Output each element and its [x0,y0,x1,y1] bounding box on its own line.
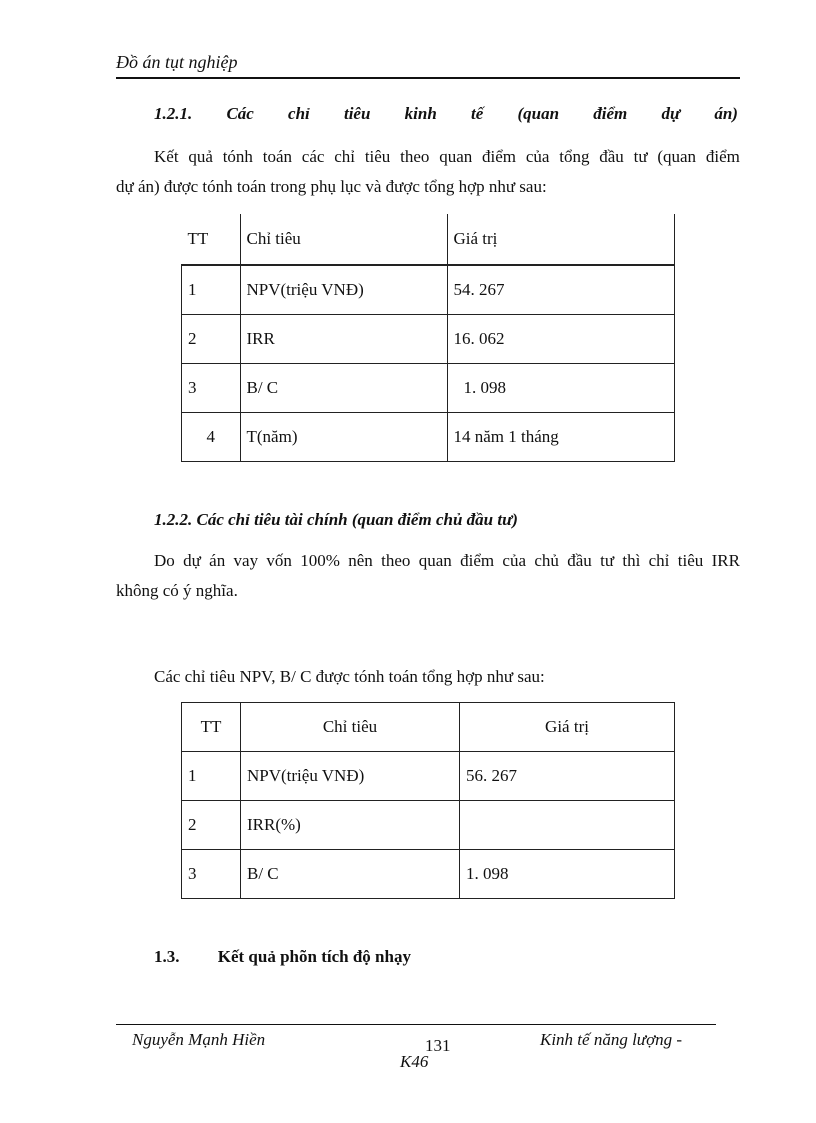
heading-word: tế [470,104,484,123]
page-number: 131 [425,1036,451,1055]
table-row: 1 NPV(triệu VNĐ) 54. 267 [182,265,675,315]
section-heading-1-2-1 [154,104,738,124]
footer-author: Nguyễn Mạnh Hiền [132,1030,266,1049]
table-row: 2 IRR 16. 062 [182,315,675,364]
footer-divider [116,1024,716,1025]
heading-word: Các [226,104,254,123]
paragraph-line: không có ý nghĩa. [116,581,238,600]
section-heading-1-3 [154,947,411,967]
header-divider [116,77,740,79]
column-header-tt: TT [182,703,241,752]
heading-word: dự [661,104,681,123]
table-header-row [182,214,675,265]
column-header-value: Giá trị [447,214,675,265]
heading-word: kinh [404,104,437,123]
paragraph-line: dự án) được tónh toán trong phụ lục và được tổng hợp như sau: [116,177,547,196]
table-row: 3 B/ C 1. 098 [182,850,675,899]
paragraph-economic-results: Kết quả tónh toán các chỉ tiêu theo quan điểm của tổng đầu tư (quan điểm dự án) được tónh toán trong phụ lục và được tổng hợp như sau: [116,142,740,202]
column-header-indicator: Chỉ tiêu [241,703,460,752]
section-heading-1-2-2: 1.2.2. Các chỉ tiêu tài chính (quan điểm chủ đầu tư) [154,510,518,529]
footer-department: Kinh tế năng lượng - [540,1030,683,1049]
paragraph-npv-bc: Các chỉ tiêu NPV, B/ C được tónh toán tổng hợp như sau: [154,667,545,686]
column-header-value: Giá trị [460,703,675,752]
section-number: 1.3. [154,947,180,966]
column-header-indicator: Chỉ tiêu [240,214,447,265]
table-row: 2 IRR(%) [182,801,675,850]
financial-indicators-table [181,702,675,899]
footer-department-cont: K46 [400,1052,429,1071]
heading-word: tiêu [343,104,371,123]
economic-indicators-table [181,214,675,462]
table-row: 3 B/ C 1. 098 [182,364,675,413]
heading-word: án) [714,104,738,123]
heading-word: (quan [517,104,560,123]
heading-word: điểm [593,104,628,123]
column-header-tt: TT [182,214,241,265]
paragraph-financial-results: Do dự án vay vốn 100% nên theo quan điểm của chủ đầu tư thì chỉ tiêu IRR không có ý nghĩa. [116,546,740,606]
heading-word: chỉ [288,104,310,123]
section-title: Kết quả phõn tích độ nhạy [217,947,411,966]
table-header-row [182,703,675,752]
table-row: 1 NPV(triệu VNĐ) 56. 267 [182,752,675,801]
heading-word: 1.2.1. [154,104,193,123]
table-row: 4 T(năm) 14 năm 1 tháng [182,413,675,462]
page-header-title: Đồ án tụt nghiệp [116,52,238,72]
